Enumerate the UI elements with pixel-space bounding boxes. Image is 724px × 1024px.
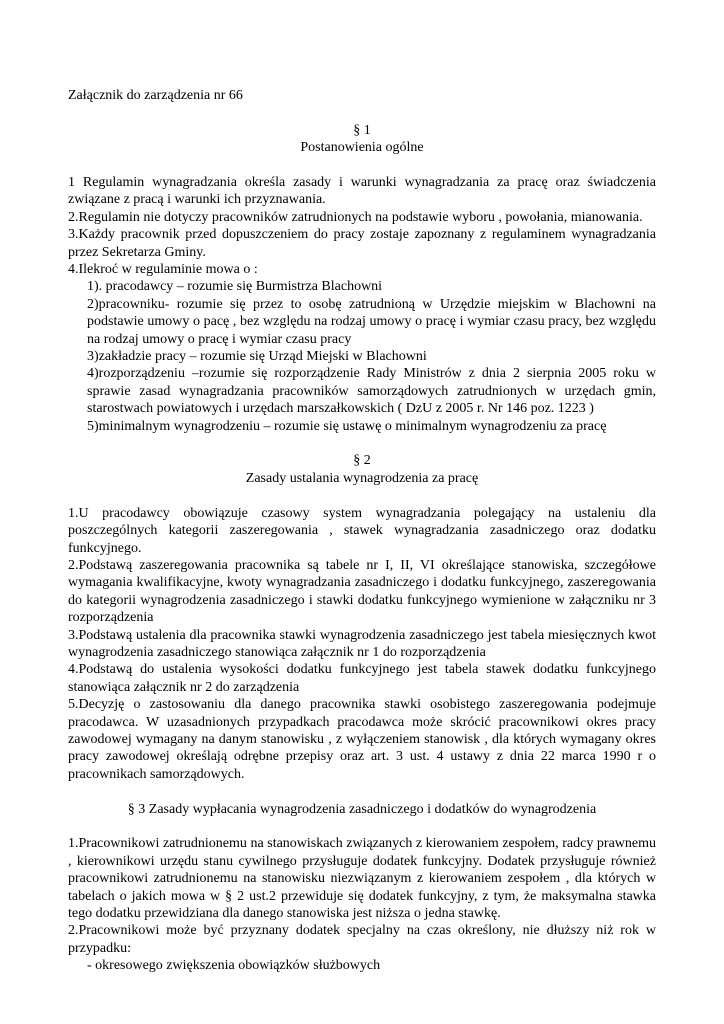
spacer xyxy=(68,435,656,452)
spacer xyxy=(68,818,656,835)
section-1-paragraph-2: 2.Regulamin nie dotyczy pracowników zatrudnionych na podstawie wyboru , powołania, mianowania. xyxy=(68,209,643,225)
attachment-header: Załącznik do zarządzenia nr 66 xyxy=(68,88,243,103)
section-2-paragraph-5: 5.Decyzję o zastosowaniu dla danego pracownika stawki osobistego zaszeregowania podejmuje pracodawca. W uzasadnionych przypadkach pracodawca może skrócić pracownikowi okres pracy zawodowej wymagany na danym stanowisku , z wyłączeniem stanowisk , dla których wymagany okres pracy zawodowej określają odrębne przepisy oraz art. 3 ust. 4 ustawy z dnia 22 marca 1990 r o pracownikach samorządowych. xyxy=(68,697,656,782)
spacer xyxy=(68,783,656,800)
definition-item: 1). pracodawcy – rozumie się Burmistrza Blachowni xyxy=(87,279,383,295)
section-2-paragraph-1: 1.U pracodawcy obowiązuje czasowy system wynagradzania polegający na ustaleniu dla poszczególnych kategorii zaszeregowania , stawek wynagradzania zasadniczego oraz dodatku funkcyjnego. xyxy=(68,505,656,556)
definition-item: 4)rozporządzeniu –rozumie się rozporządzenie Rady Ministrów z dnia 2 sierpnia 2005 roku w sprawie zasad wynagradzania pracowników samorządowych zatrudnionych w urzędach gmin, starostwach powiatowych i urzędach marszałkowskich ( DzU z 2005 r. Nr 146 poz. 1223 ) xyxy=(87,366,656,417)
section-3-list-item: - okresowego zwiększenia obowiązków służbowych xyxy=(87,958,381,974)
section-2-title: Zasady ustalania wynagrodzenia za pracę xyxy=(245,470,479,486)
section-1-paragraph-4: 4.Ilekroć w regulaminie mowa o : xyxy=(68,262,258,278)
section-3-paragraph-1: 1.Pracownikowi zatrudnionemu na stanowiskach związanych z kierowaniem zespołem, radcy prawnemu , kierownikowi urzędu stanu cywilnego przysługuje dodatek funkcyjny. Dodatek przysługuje również pracownikowi zatrudnionemu na stanowisku niezwiązanym z kierowaniem zespołem , dla których w tabelach o jakich mowa w § 2 ust.2 przewiduje się dodatek funkcyjny, z tym, że maksymalna stawka tego dodatku przewidziana dla danego stanowiska jest niższa o jedna stawkę. xyxy=(68,836,656,921)
definition-item: 2)pracowniku- rozumie się przez to osobę zatrudnioną w Urzędzie miejskim w Blachowni na podstawie umowy o pacę , bez względu na rodzaj umowy o pracę i wymiar czasu pracy, bez względu na rodzaj umowy o pracę i wymiar czasu pracy xyxy=(87,296,656,347)
section-1-paragraph-3: 3.Każdy pracownik przed dopuszczeniem do pracy zostaje zapoznany z regulaminem wynagradzania przez Sekretarza Gminy. xyxy=(68,227,656,260)
section-1-paragraph-1: 1 Regulamin wynagradzania określa zasady i warunki wynagradzania za pracę oraz świadczenia związane z pracą i warunki ich przyznawania. xyxy=(68,175,656,208)
document-page xyxy=(68,87,656,975)
section-3-paragraph-2: 2.Pracownikowi może być przyznany dodatek specjalny na czas określony, nie dłuższy niż rok w przypadku: xyxy=(68,923,656,956)
section-3-title: § 3 Zasady wypłacania wynagrodzenia zasadniczego i dodatków do wynagrodzenia xyxy=(127,801,597,817)
definition-item: 5)minimalnym wynagrodzeniu – rozumie się ustawę o minimalnym wynagrodzeniu za pracę xyxy=(87,418,607,434)
section-2-paragraph-4: 4.Podstawą do ustalenia wysokości dodatku funkcyjnego jest tabela stawek dodatku funkcyjnego stanowiąca załącznik nr 2 do zarządzenia xyxy=(68,662,656,695)
section-2-paragraph-2: 2.Podstawą zaszeregowania pracownika są tabele nr I, II, VI określające stanowiska, szczegółowe wymagania kwalifikacyjne, kwoty wynagradzania zasadniczego i dodatku funkcyjnego, zaszeregowania do kategorii wynagrodzenia zasadniczego i stawki dodatku funkcyjnego wymienione w załączniku nr 3 rozporządzenia xyxy=(68,557,656,626)
definition-item: 3)zakładzie pracy – rozumie się Urząd Miejski w Blachowni xyxy=(87,349,427,365)
section-2-paragraph-3: 3.Podstawą ustalenia dla pracownika stawki wynagrodzenia zasadniczego jest tabela miesięcznych kwot wynagrodzenia zasadniczego stanowiąca załącznik nr 1 do rozporządzenia xyxy=(68,627,656,660)
spacer xyxy=(68,487,656,504)
section-1-number: § 1 xyxy=(353,122,371,138)
section-2-number: § 2 xyxy=(353,453,371,469)
spacer xyxy=(68,157,656,174)
spacer xyxy=(68,104,656,121)
section-1-title: Postanowienia ogólne xyxy=(300,140,424,156)
